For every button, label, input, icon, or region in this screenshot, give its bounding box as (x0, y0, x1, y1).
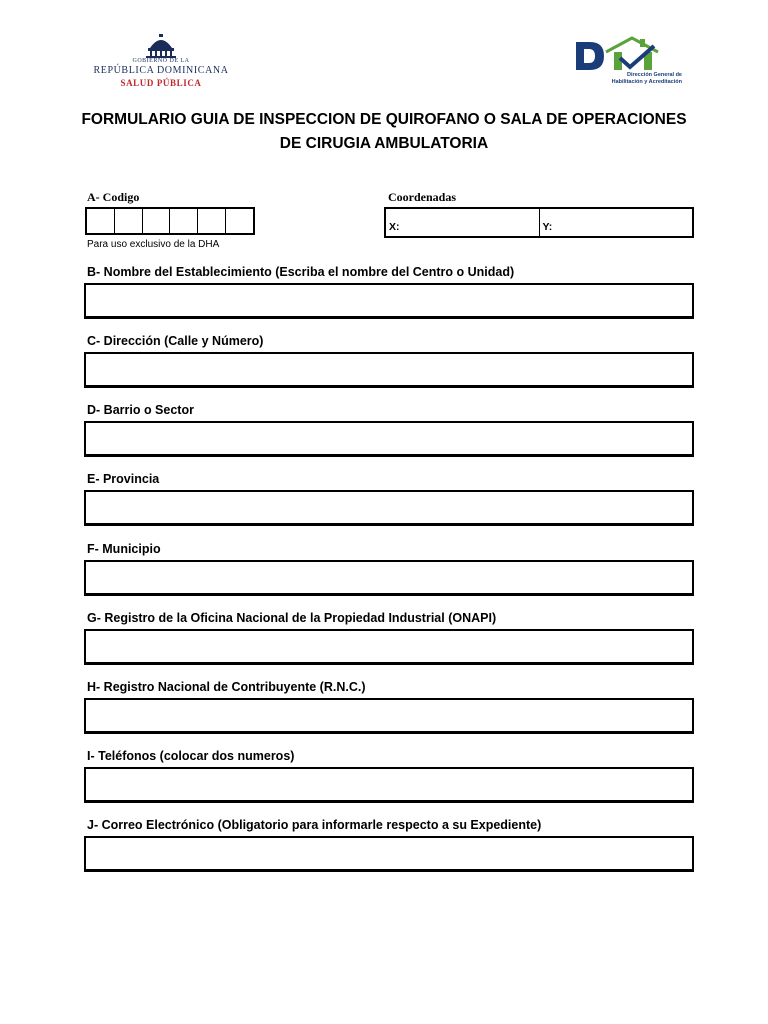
field-label-correo: J- Correo Electrónico (Obligatorio para informarle respecto a su Expediente) (87, 818, 542, 832)
field-label-barrio: D- Barrio o Sector (87, 403, 194, 417)
coordenada-x-label: X: (389, 221, 400, 233)
logo-gov-line: GOBIERNO DE LA (132, 58, 190, 64)
correo-electronico-field[interactable] (84, 836, 694, 872)
field-label-nombre: B- Nombre del Establecimiento (Escriba el nombre del Centro o Unidad) (87, 265, 515, 279)
provincia-field[interactable] (84, 490, 694, 526)
codigo-digit-field[interactable] (115, 209, 143, 233)
field-label-rnc: H- Registro Nacional de Contribuyente (R.N.C.) (87, 680, 366, 694)
codigo-digit-field[interactable] (198, 209, 226, 233)
logo-salud-line: SALUD PÚBLICA (120, 78, 202, 88)
dha-logo-line2: Habilitación y Acreditación (611, 78, 682, 85)
direccion-field[interactable] (84, 352, 694, 388)
coordenada-x-field[interactable] (386, 209, 540, 236)
municipio-field[interactable] (84, 560, 694, 596)
field-label-telefonos: I- Teléfonos (colocar dos numeros) (87, 749, 295, 763)
registro-onapi-field[interactable] (84, 629, 694, 665)
coordenada-y-field[interactable] (540, 209, 693, 236)
codigo-input-boxes (85, 207, 255, 235)
field-label-provincia: E- Provincia (87, 472, 160, 486)
rnc-field[interactable] (84, 698, 694, 734)
dha-mark-icon (574, 36, 682, 74)
coordenada-y-label: Y: (542, 221, 553, 233)
barrio-sector-field[interactable] (84, 421, 694, 457)
nombre-establecimiento-field[interactable] (84, 283, 694, 319)
dha-logo (574, 36, 682, 88)
codigo-digit-field[interactable] (143, 209, 171, 233)
coordenadas-label: Coordenadas (388, 190, 457, 204)
telefonos-field[interactable] (84, 767, 694, 803)
codigo-label: A- Codigo (87, 190, 140, 204)
field-label-onapi: G- Registro de la Oficina Nacional de la Propiedad Industrial (ONAPI) (87, 611, 497, 625)
codigo-digit-field[interactable] (87, 209, 115, 233)
codigo-digit-field[interactable] (226, 209, 253, 233)
salud-publica-logo (86, 34, 236, 90)
codigo-digit-field[interactable] (170, 209, 198, 233)
dha-logo-line1: Dirección General de (626, 72, 682, 78)
form-title-line2: DE CIRUGIA AMBULATORIA (279, 135, 489, 152)
codigo-note: Para uso exclusivo de la DHA (87, 239, 220, 250)
field-label-municipio: F- Municipio (87, 542, 161, 556)
dha-logo-text (574, 72, 682, 85)
form-title (60, 108, 708, 156)
government-dome-icon (142, 34, 180, 58)
field-label-direccion: C- Dirección (Calle y Número) (87, 334, 264, 348)
coordenadas-box (384, 207, 694, 238)
logo-republica-line: REPÚBLICA DOMINICANA (93, 65, 229, 76)
form-title-line1: FORMULARIO GUIA DE INSPECCION DE QUIROFANO O SALA DE OPERACIONES (81, 111, 687, 128)
